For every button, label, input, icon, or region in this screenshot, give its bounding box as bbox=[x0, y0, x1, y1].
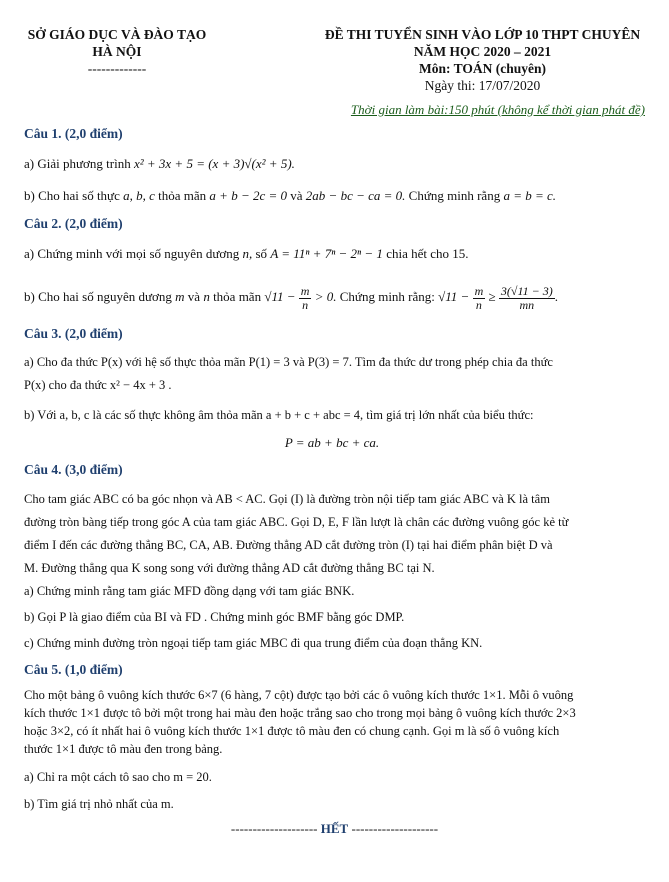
question-5-intro: Cho một bảng ô vuông kích thước 6×7 (6 hàng, 7 cột) được tạo bởi các ô vuông kích thước 1×1. Mỗi ô vuông kích thước 1×1 được tô bởi một trong hai màu đen hoặc trắng sao cho trong mọi bảng ô vuông kích thước 2×3 hoặc 3×2, có ít nhất hai ô vuông kích thước 1×1 được tô màu đen có chung cạnh. Gọi m là số ô vuông kích thước 1×1 được tô màu đen trong bảng. bbox=[24, 688, 576, 756]
subject: Môn: TOÁN (chuyên) bbox=[418, 61, 546, 76]
question-2a: a) Chứng minh với mọi số nguyên dương n, số A = 11ⁿ + 7ⁿ − 2ⁿ − 1 chia hết cho 15. bbox=[24, 246, 469, 261]
exam-duration: Thời gian làm bài:150 phút (không kể thời gian phát đề) bbox=[350, 102, 645, 117]
question-4b: b) Gọi P là giao điểm của BI và FD . Chứng minh góc BMF bằng góc DMP. bbox=[24, 610, 405, 624]
department-separator: ------------- bbox=[87, 61, 147, 76]
question-3b: b) Với a, b, c là các số thực không âm thỏa mãn a + b + c + abc = 4, tìm giá trị lớn nhất của biểu thức: bbox=[24, 408, 534, 422]
question-4c: c) Chứng minh đường tròn ngoại tiếp tam giác MBC đi qua trung điểm của đoạn thẳng KN. bbox=[24, 636, 483, 650]
question-1a: a) Giải phương trình x² + 3x + 5 = (x + 3)√(x² + 5). bbox=[24, 156, 295, 171]
question-4-intro: Cho tam giác ABC có ba góc nhọn và AB < AC. Gọi (I) là đường tròn nội tiếp tam giác ABC và K là tâm đường tròn bàng tiếp trong góc A của tam giác ABC. Gọi D, E, F lần lượt là chân các đường vuông góc kẻ từ điểm I đến các đường thẳng BC, CA, AB. Đường thẳng AD cắt đường tròn (I) tại hai điểm phân biệt D và M. Đường thẳng qua K song song với đường thẳng AD cắt đường thẳng BC tại N. bbox=[24, 492, 569, 575]
question-5a: a) Chỉ ra một cách tô sao cho m = 20. bbox=[24, 770, 212, 784]
fraction: $\frac{m}{n}$ bbox=[474, 283, 484, 312]
question-2b: b) Cho hai số nguyên dương m và n thỏa mãn √11 − $\frac{m}{n}$ > 0. Chứng minh rằng: √11 − $\frac{m}{n}$ ≥ $\frac{3(√11 - 3)}{mn}$ . bbox=[24, 283, 558, 312]
department-name: SỞ GIÁO DỤC VÀ ĐÀO TẠO bbox=[27, 27, 207, 42]
exam-info-block bbox=[310, 26, 655, 94]
exam-title: ĐỀ THI TUYỂN SINH VÀO LỚP 10 THPT CHUYÊN bbox=[324, 27, 641, 42]
equation: x² + 3x + 5 = (x + 3)√(x² + 5). bbox=[133, 156, 295, 171]
fraction: $\frac{3(√11 - 3)}{mn}$ bbox=[500, 283, 553, 312]
question-2-title: Câu 2. (2,0 điểm) bbox=[24, 216, 123, 231]
department-city: HÀ NỘI bbox=[92, 44, 142, 59]
end-word: HẾT bbox=[320, 821, 349, 836]
question-3a-line2: P(x) cho đa thức x² − 4x + 3 . bbox=[24, 378, 172, 392]
question-4-title: Câu 4. (3,0 điểm) bbox=[24, 462, 123, 477]
department-block bbox=[22, 26, 212, 77]
question-3a-line1: a) Cho đa thức P(x) với hệ số thực thỏa mãn P(1) = 3 và P(3) = 7. Tìm đa thức dư trong phép chia đa thức bbox=[24, 355, 553, 369]
question-1-title: Câu 1. (2,0 điểm) bbox=[24, 126, 123, 141]
question-5b: b) Tìm giá trị nhỏ nhất của m. bbox=[24, 797, 174, 811]
fraction: $\frac{m}{n}$ bbox=[300, 283, 310, 312]
question-1b: b) Cho hai số thực a, b, c thỏa mãn a + b − 2c = 0 và 2ab − bc − ca = 0. Chứng minh rằng a = b = c. bbox=[24, 188, 557, 203]
question-3b-expression: P = ab + bc + ca. bbox=[284, 435, 380, 450]
school-year: NĂM HỌC 2020 – 2021 bbox=[413, 44, 552, 59]
question-5-title: Câu 5. (1,0 điểm) bbox=[24, 662, 123, 677]
end-marker: -------------------- HẾT -------------------- bbox=[230, 821, 439, 836]
question-4a: a) Chứng minh rằng tam giác MFD đồng dạng với tam giác BNK. bbox=[24, 584, 355, 598]
question-3-title: Câu 3. (2,0 điểm) bbox=[24, 326, 123, 341]
exam-date: Ngày thi: 17/07/2020 bbox=[424, 78, 541, 93]
